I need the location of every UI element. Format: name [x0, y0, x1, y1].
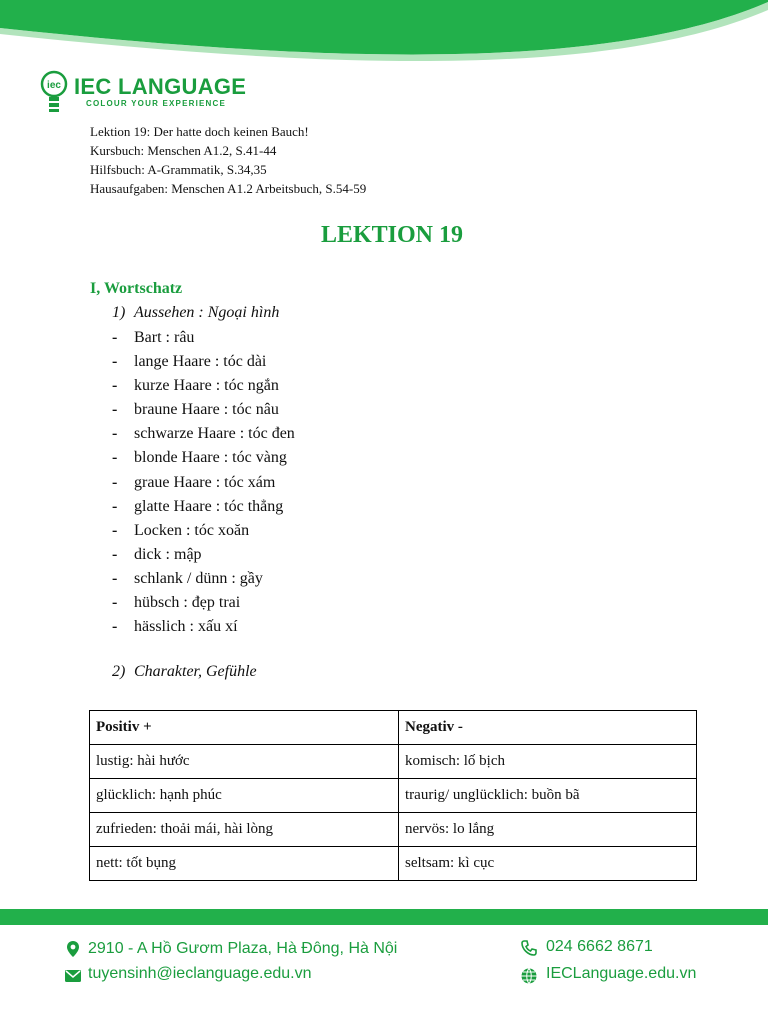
header-wave	[0, 0, 768, 70]
table-cell: nervös: lo lắng	[399, 813, 697, 847]
table-cell: zufrieden: thoải mái, hài lòng	[90, 813, 399, 847]
header-positive: Positiv +	[90, 711, 399, 745]
list-item: - schwarze Haare : tóc đen	[112, 425, 295, 443]
subsection-character	[112, 663, 257, 681]
table-row	[90, 745, 697, 779]
table-row	[90, 779, 697, 813]
table-cell: glücklich: hạnh phúc	[90, 779, 399, 813]
list-item: - Bart : râu	[112, 329, 195, 346]
list-item: - graue Haare : tóc xám	[112, 473, 276, 491]
list-item: - hässlich : xấu xí	[112, 618, 238, 636]
list-item: - kurze Haare : tóc ngắn	[112, 377, 279, 395]
subsection-appearance	[112, 304, 279, 322]
meta-line-helpbook: Hilfsbuch: A-Grammatik, S.34,35	[90, 162, 267, 177]
subsection-number: 1)	[112, 304, 126, 321]
brand-name: IEC LANGUAGE	[74, 74, 247, 99]
email-icon	[64, 967, 82, 985]
list-item: - hübsch : đẹp trai	[112, 594, 241, 612]
logo-badge-text: iec	[47, 80, 61, 91]
list-item: - dick : mập	[112, 545, 202, 563]
table-cell: seltsam: kì cục	[399, 847, 697, 881]
footer-phone[interactable]: 024 6662 8671	[546, 938, 653, 955]
feelings-table	[89, 710, 697, 881]
globe-icon	[520, 967, 538, 985]
list-item: - Locken : tóc xoăn	[112, 521, 250, 539]
table-row	[90, 813, 697, 847]
vocab-list	[112, 328, 295, 641]
header-negative: Negativ -	[399, 711, 697, 745]
meta-line-lesson: Lektion 19: Der hatte doch keinen Bauch!	[90, 124, 309, 139]
section-heading: I, Wortschatz	[90, 280, 183, 297]
footer-email[interactable]: tuyensinh@ieclanguage.edu.vn	[88, 965, 312, 982]
table-cell: lustig: hài hước	[90, 745, 399, 779]
table-row	[90, 847, 697, 881]
list-item: - glatte Haare : tóc thẳng	[112, 497, 284, 515]
table-header-row	[90, 711, 697, 745]
subsection-label: Charakter, Gefühle	[134, 663, 257, 680]
footer-address: 2910 - A Hồ Gươm Plaza, Hà Đông, Hà Nội	[88, 940, 398, 957]
table-cell: nett: tốt bụng	[90, 847, 399, 881]
meta-line-coursebook: Kursbuch: Menschen A1.2, S.41-44	[90, 143, 277, 158]
location-pin-icon	[64, 940, 82, 958]
table-cell: komisch: lố bịch	[399, 745, 697, 779]
table-cell: traurig/ unglücklich: buồn bã	[399, 779, 697, 813]
page-title: LEKTION 19	[320, 222, 464, 248]
meta-line-homework: Hausaufgaben: Menschen A1.2 Arbeitsbuch, S.54-59	[90, 181, 367, 196]
subsection-number: 2)	[112, 663, 126, 680]
phone-icon	[520, 939, 538, 957]
list-item: - blonde Haare : tóc vàng	[112, 449, 287, 467]
footer-website[interactable]: IECLanguage.edu.vn	[546, 965, 697, 982]
brand-tagline: COLOUR YOUR EXPERIENCE	[86, 99, 227, 108]
list-item: - schlank / dünn : gầy	[112, 569, 263, 587]
subsection-label: Aussehen : Ngoại hình	[134, 304, 280, 321]
list-item: - lange Haare : tóc dài	[112, 353, 267, 371]
list-item: - braune Haare : tóc nâu	[112, 401, 279, 419]
lesson-meta	[90, 122, 366, 198]
